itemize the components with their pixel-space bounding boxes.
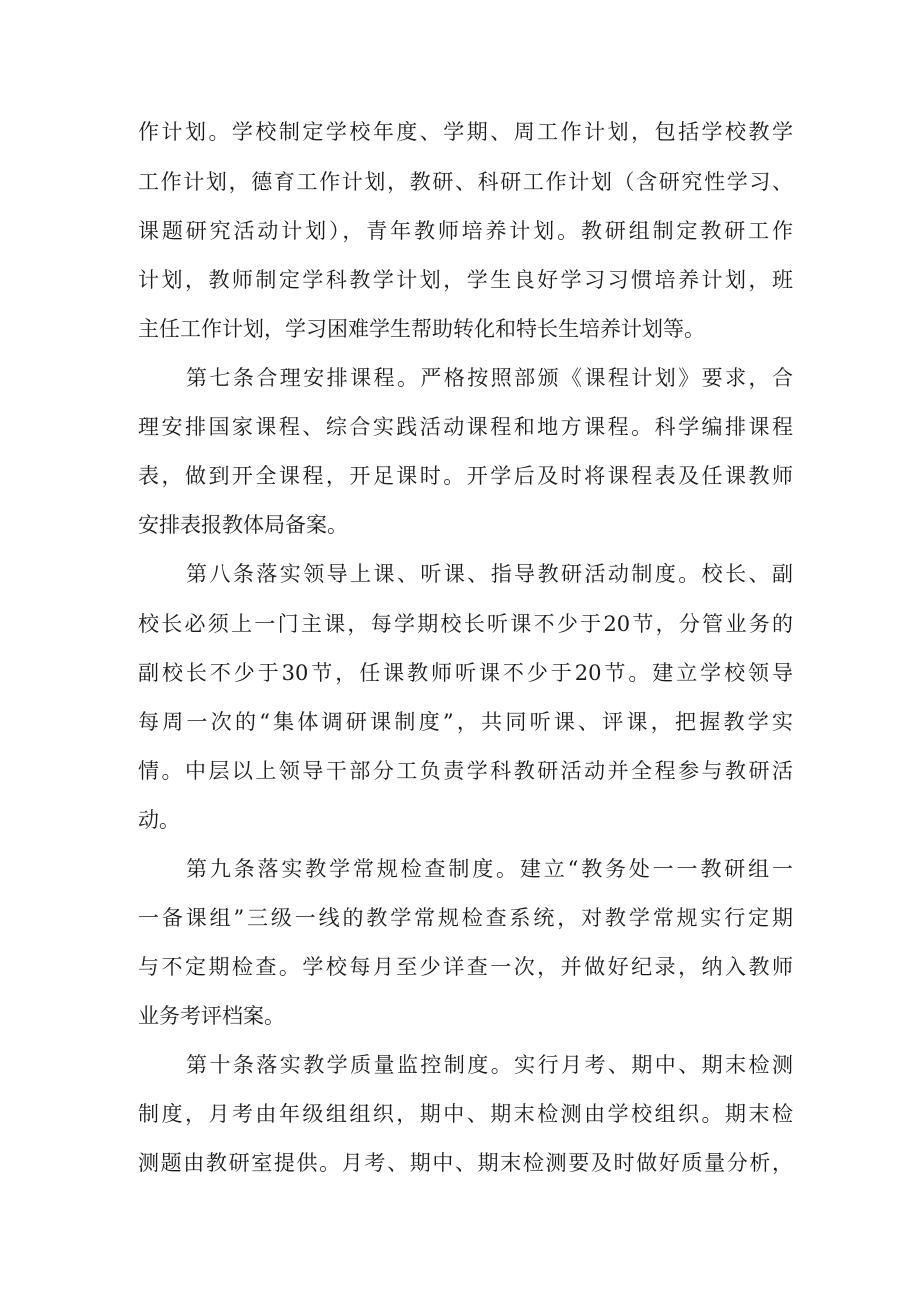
text-line: 计划，教师制定学科教学计划，学生良好学习习惯培养计划，班 — [138, 268, 793, 292]
article-9-first-line: 第九条落实教学常规检查制度。建立“教务处一一教研组一 — [186, 857, 793, 881]
text-line: 副校长不少于30节，任课教师听课不少于20节。建立学校领导 — [138, 661, 793, 685]
text-line: 主任工作计划，学习困难学生帮助转化和特长生培养计划等。 — [138, 317, 705, 341]
text-line: 理安排国家课程、综合实践活动课程和地方课程。科学编排课程 — [138, 415, 793, 439]
text-line: 校长必须上一门主课，每学期校长听课不少于20节，分管业务的 — [138, 612, 793, 636]
text-line: 安排表报教体局备案。 — [138, 513, 348, 537]
article-7-first-line: 第七条合理安排课程。严格按照部颁《课程计划》要求，合 — [186, 366, 793, 390]
text-line: 课题研究活动计划），青年教师培养计划。教研组制定教研工作 — [138, 219, 793, 243]
article-8-first-line: 第八条落实领导上课、听课、指导教研活动制度。校长、副 — [186, 562, 793, 586]
text-line: 一备课组”三级一线的教学常规检查系统，对教学常规实行定期 — [138, 906, 793, 930]
text-line: 工作计划，德育工作计划，教研、科研工作计划（含研究性学习、 — [138, 170, 793, 194]
text-line: 每周一次的“集体调研课制度”，共同听课、评课，把握教学实 — [138, 710, 793, 734]
text-line: 测题由教研室提供。月考、期中、期末检测要及时做好质量分析， — [138, 1151, 793, 1175]
text-line: 表，做到开全课程，开足课时。开学后及时将课程表及任课教师 — [138, 464, 793, 488]
article-10-first-line: 第十条落实教学质量监控制度。实行月考、期中、期末检测 — [186, 1053, 793, 1077]
text-line: 情。中层以上领导干部分工负责学科教研活动并全程参与教研活 — [138, 759, 793, 783]
text-line: 动。 — [138, 808, 180, 832]
text-line: 与不定期检查。学校每月至少详查一次，并做好纪录，纳入教师 — [138, 955, 793, 979]
text-line: 业务考评档案。 — [138, 1004, 285, 1028]
text-line: 作计划。学校制定学校年度、学期、周工作计划，包括学校教学 — [138, 120, 793, 144]
text-line: 制度，月考由年级组组织，期中、期末检测由学校组织。期末检 — [138, 1102, 793, 1126]
